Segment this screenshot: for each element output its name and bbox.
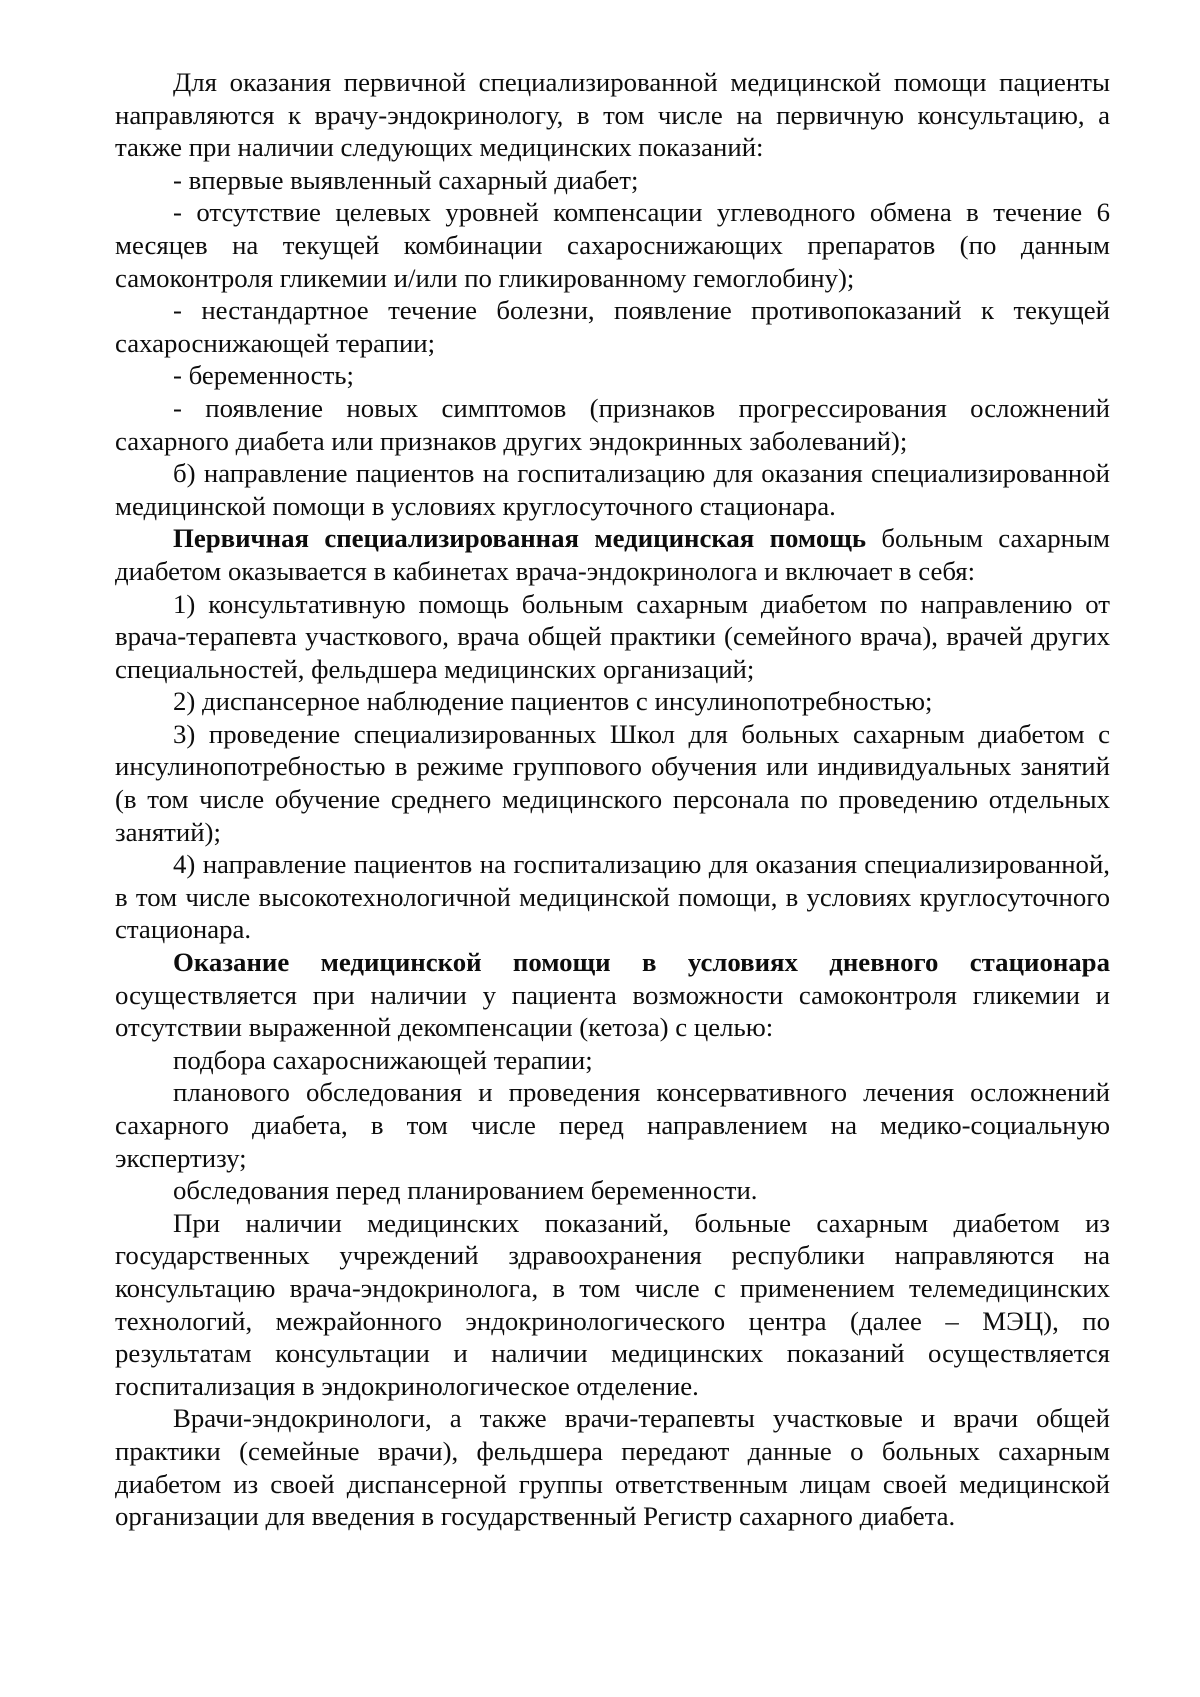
list-item-new-diabetes: - впервые выявленный сахарный диабет;	[173, 164, 639, 195]
list-item-no-compensation: - отсутствие целевых уровней компенсации углеводного обмена в течение 6 месяцев на текущей комбинации сахароснижающих препаратов (по данным самоконтроля гликемии и/или по гликированному гемоглобину);	[115, 197, 1110, 293]
paragraph-day-hospital	[115, 946, 1110, 1044]
list-item-new-symptoms: - появление новых симптомов (признаков прогрессирования осложнений сахарного диабета или признаков других эндокринных заболеваний);	[115, 392, 1110, 456]
list-item-pregnancy-planning: обследования перед планированием беременности.	[173, 1175, 758, 1206]
list-item-schools: 3) проведение специализированных Школ для больных сахарным диабетом с инсулинопотребностью в режиме группового обучения или индивидуальных занятий (в том числе обучение среднего медицинского персонала по проведению отдельных занятий);	[115, 718, 1110, 847]
paragraph-body-primary-care: больным сахарным диабетом оказывается в кабинетах врача-эндокринолога и включает в себя:	[115, 523, 1110, 586]
list-item-therapy-selection: подбора сахароснижающей терапии;	[173, 1044, 593, 1075]
paragraph-intro: Для оказания первичной специализированной медицинской помощи пациенты направляются к врачу-эндокринологу, в том числе на первичную консультацию, а также при наличии следующих медицинских показаний:	[115, 67, 1110, 163]
list-item-nonstandard-course: - нестандартное течение болезни, появление противопоказаний к текущей сахароснижающей терапии;	[115, 295, 1110, 358]
paragraph-lead-day-hospital: Оказание медицинской помощи в условиях дневного стационара	[173, 947, 1110, 978]
list-item-pregnancy: - беременность;	[173, 360, 354, 391]
paragraph-body-day-hospital: осуществляется при наличии у пациента возможности самоконтроля гликемии и отсутствии выраженной декомпенсации (кетоза) с целью:	[115, 979, 1110, 1043]
paragraph-lead-primary-care: Первичная специализированная медицинская помощь	[173, 523, 867, 554]
list-item-dispensary: 2) диспансерное наблюдение пациентов с инсулинопотребностью;	[173, 686, 933, 717]
list-item-planned-examination: планового обследования и проведения консервативного лечения осложнений сахарного диабета, в том числе перед направлением на медико-социальную экспертизу;	[115, 1077, 1110, 1173]
paragraph-medical-indications: При наличии медицинских показаний, больные сахарным диабетом из государственных учреждений здравоохранения республики направляются на консультацию врача-эндокринолога, в том числе с применением телемедицинских технологий, межрайонного эндокринологического центра (далее – МЭЦ), по результатам консультации и наличии медицинских показаний осуществляется госпитализация в эндокринологическое отделение.	[115, 1207, 1110, 1401]
paragraph-primary-care	[115, 522, 1110, 587]
list-item-high-tech-referral: 4) направление пациентов на госпитализацию для оказания специализированной, в том числе высокотехнологичной медицинской помощи, в условиях круглосуточного стационара.	[115, 849, 1110, 945]
document-page	[115, 66, 1110, 1533]
paragraph-registry: Врачи-эндокринологи, а также врачи-терапевты участковые и врачи общей практики (семейные врачи), фельдшера передают данные о больных сахарным диабетом из своей диспансерной группы ответственным лицам своей медицинской организации для введения в государственный Регистр сахарного диабета.	[115, 1403, 1110, 1532]
list-item-hospitalization-referral: б) направление пациентов на госпитализацию для оказания специализированной медицинской помощи в условиях круглосуточного стационара.	[115, 458, 1110, 521]
list-item-consultation: 1) консультативную помощь больным сахарным диабетом по направлению от врача-терапевта участкового, врача общей практики (семейного врача), врачей других специальностей, фельдшера медицинских организаций;	[115, 588, 1110, 684]
